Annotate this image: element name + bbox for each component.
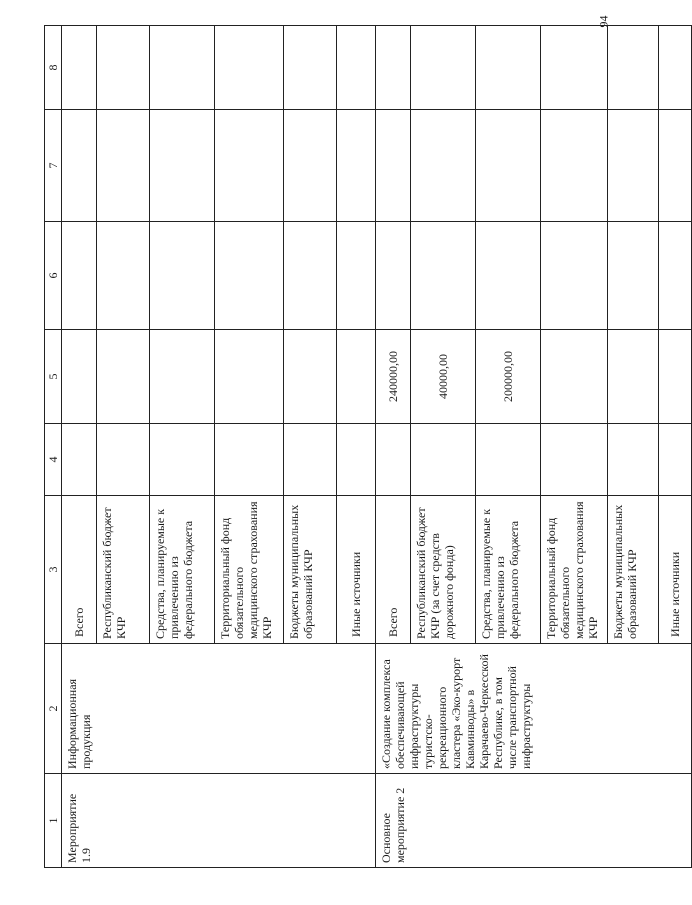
table-row (376, 26, 411, 868)
source-cell: Средства, планируемые к привлечению из федерального бюджета (476, 496, 541, 644)
event-name-cell: Информационная продукция (62, 644, 376, 774)
value-cell (62, 330, 97, 424)
event-cell: Основное мероприятие 2 (376, 774, 692, 868)
value-cell (337, 330, 376, 424)
event-name-cell: «Создание комплекса обеспечивающей инфраструктуры туристско-рекреационного кластера «Эко-курорт Кавминводы» в Карачаево-Черкесской Республике, в том числе транспортной инфраструктуры (376, 644, 692, 774)
value-cell (215, 330, 284, 424)
header-col-2: 2 (45, 644, 62, 774)
page-number: 94 (596, 15, 611, 28)
header-col-1: 1 (45, 774, 62, 868)
header-col-3: 3 (45, 496, 62, 644)
header-col-5: 5 (45, 330, 62, 424)
value-cell: 40000,00 (411, 330, 476, 424)
source-cell: Средства, планируемые к привлечению из федерального бюджета (150, 496, 215, 644)
header-col-4: 4 (45, 424, 62, 496)
header-col-6: 6 (45, 222, 62, 330)
rotated-page (44, 26, 682, 868)
value-cell (608, 330, 659, 424)
source-cell: Территориальный фонд обязательного медицинского страхования КЧР (541, 496, 608, 644)
value-cell (659, 330, 692, 424)
value-cell (284, 330, 337, 424)
value-cell (97, 330, 150, 424)
source-cell: Бюджеты муниципальных образований КЧР (284, 496, 337, 644)
source-cell: Иные источники (659, 496, 692, 644)
source-cell: Территориальный фонд обязательного медицинского страхования КЧР (215, 496, 284, 644)
value-cell: 240000,00 (376, 330, 411, 424)
header-row (45, 26, 62, 868)
header-col-8: 8 (45, 26, 62, 110)
header-col-7: 7 (45, 110, 62, 222)
event-cell: Мероприятие 1.9 (62, 774, 376, 868)
source-cell: Иные источники (337, 496, 376, 644)
source-cell: Бюджеты муниципальных образований КЧР (608, 496, 659, 644)
value-cell (150, 330, 215, 424)
value-cell (541, 330, 608, 424)
source-cell: Республиканский бюджет КЧР (за счет средств дорожного фонда) (411, 496, 476, 644)
source-cell: Всего (376, 496, 411, 644)
value-cell: 200000,00 (476, 330, 541, 424)
source-cell: Всего (62, 496, 97, 644)
table-row (62, 26, 97, 868)
source-cell: Республиканский бюджет КЧР (97, 496, 150, 644)
budget-table (44, 25, 692, 868)
